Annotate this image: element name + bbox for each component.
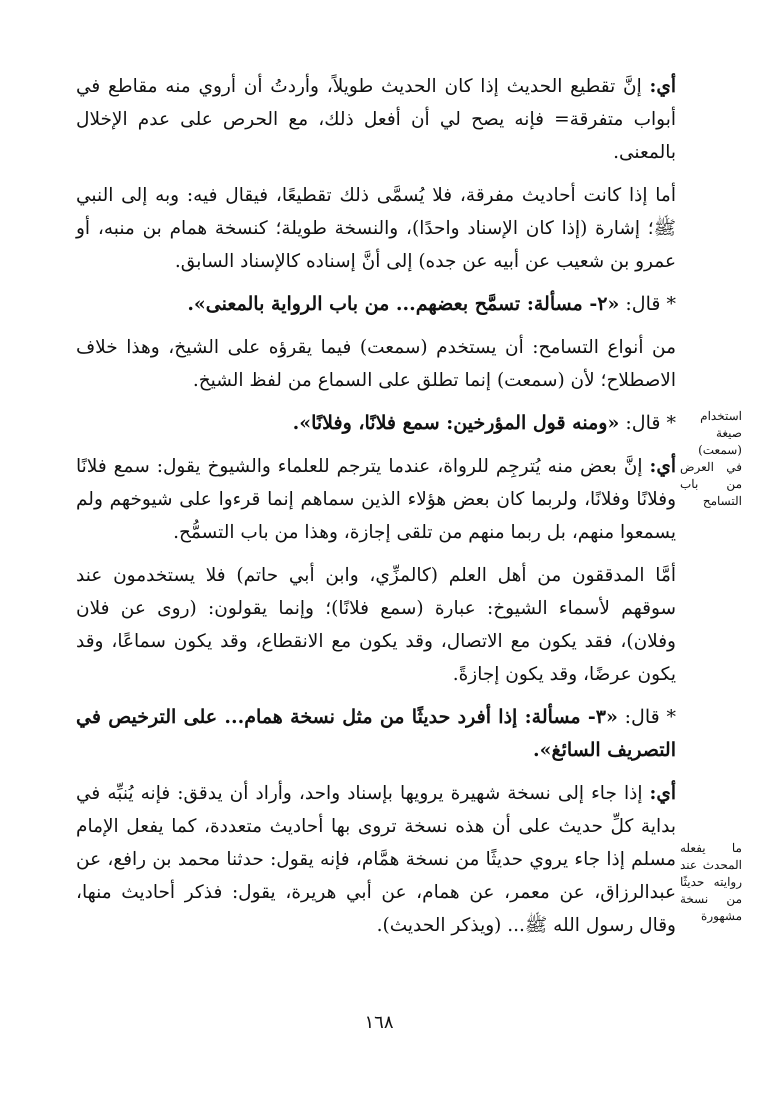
page-number: ١٦٨	[364, 1012, 394, 1033]
quote-historians	[76, 407, 676, 440]
paragraph-text: إذا جاء إلى نسخة شهيرة يرويها بإسناد واحد، وأراد أن يدقق: فإنه يُنبِّه في بداية كلِّ حديث على أن هذه نسخة تروى بها أحاديث متعددة، كما يفعل الإمام مسلم إذا جاء يروي حديثًا من نسخة همَّام، فإنه يقول: حدثنا محمد بن رافع، عن عبدالرزاق، عن معمر، عن همام، عن أبي هريرة، يقول: فذكر أحاديث منها، وقال رسول الله ﷺ... (ويذكر الحديث).	[76, 783, 676, 936]
paragraph-7	[76, 559, 676, 691]
paragraph-lead: أي:	[649, 76, 676, 97]
paragraph-text: إنَّ تقطيع الحديث إذا كان الحديث طويلاً، وأردتُ أن أروي منه مقاطع في أبواب متفرقة= فإنه يصح لي أن أفعل ذلك، مع الحرص على عدم الإخلال بالمعنى.	[76, 76, 676, 163]
quote-text: «٢- مسألة: تسمَّح بعضهم... من باب الرواية بالمعنى».	[187, 293, 620, 315]
paragraph-text: أما إذا كانت أحاديث مفرقة، فلا يُسمَّى ذلك تقطيعًا، فيقال فيه: وبه إلى النبي ﷺ؛ إشارة (إذا كان الإسناد واحدًا)، والنسخة طويلة؛ كنسخة همام بن منبه، أو عمرو بن شعيب عن أبيه عن جده) إلى أنَّ إسناده كالإسناد السابق.	[76, 185, 676, 272]
quote-issue-2	[76, 288, 676, 321]
quote-text: «ومنه قول المؤرخين: سمع فلانًا، وفلانًا».	[292, 412, 620, 434]
paragraph-lead: أي:	[649, 783, 676, 804]
paragraph-lead: أي:	[649, 456, 676, 477]
paragraph-text: من أنواع التسامح: أن يستخدم (سمعت) فيما يقرؤه على الشيخ، وهذا خلاف الاصطلاح؛ لأن (سمعت) إنما تطلق على السماع من لفظ الشيخ.	[76, 337, 676, 391]
paragraph-9	[76, 777, 676, 942]
quote-text: «٣- مسألة: إذا أفرد حديثًا من مثل نسخة همام... على الترخيص في التصريف السائغ».	[76, 706, 676, 761]
margin-note-nuskha: ما يفعله المحدث عند روايته حديثًا من نسخة مشهورة	[680, 841, 742, 923]
paragraph-1	[76, 70, 676, 169]
paragraph-6	[76, 450, 676, 549]
quote-lead: * قال:	[619, 293, 676, 315]
paragraph-2	[76, 179, 676, 278]
paragraph-4	[76, 331, 676, 397]
margin-note-sama: استخدام صيغة (سمعت) في العرض من باب التسامح	[680, 409, 742, 508]
quote-issue-3	[76, 701, 676, 767]
quote-lead: * قال:	[619, 412, 676, 434]
paragraph-text: أمَّا المدققون من أهل العلم (كالمزِّي، وابن أبي حاتم) فلا يستخدمون عند سوقهم لأسماء الشيوخ: عبارة (سمع فلانًا)؛ وإنما يقولون: (روى عن فلان وفلان)، فقد يكون مع الاتصال، وقد يكون مع الانقطاع، وقد يكون سماعًا، وقد يكون عرضًا، وقد يكون إجازةً.	[76, 565, 676, 685]
quote-lead: * قال:	[617, 706, 676, 728]
paragraph-text: إنَّ بعض منه يُترجِم للرواة، عندما يترجم للعلماء والشيوخ يقول: سمع فلانًا وفلانًا وفلانًا، ولربما كان بعض هؤلاء الذين سماهم إنما قرءوا على شيوخهم ولم يسمعوا منهم، بل ربما منهم من تلقى إجازة، وهذا من باب التسمُّح.	[76, 456, 676, 543]
main-text	[76, 70, 676, 952]
